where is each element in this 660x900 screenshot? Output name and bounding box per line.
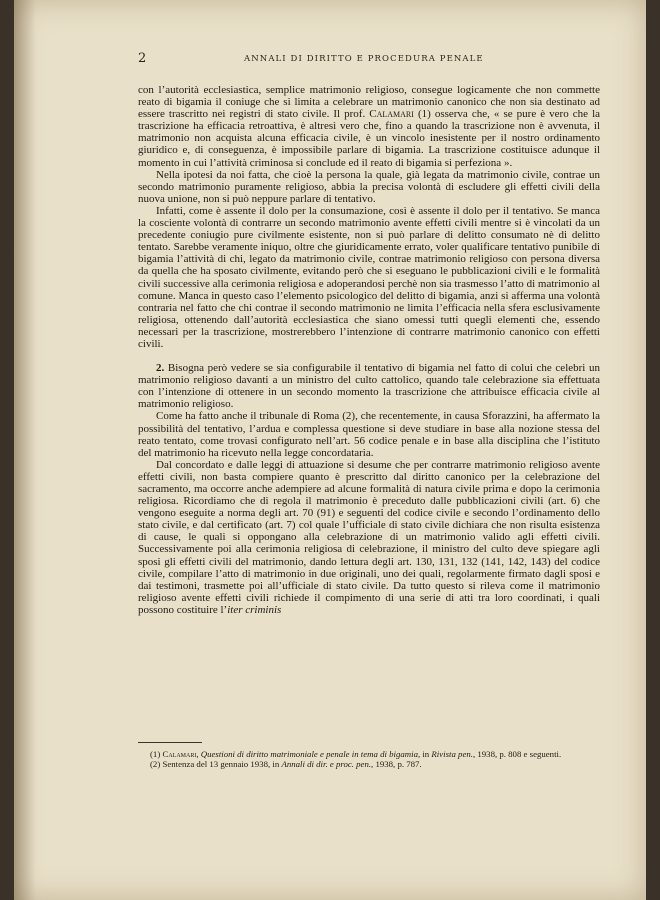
paragraph-1: con l’autorità ecclesiastica, semplice matrimonio religioso, consegue logicamente che non commette reato di bigamia il coniuge che si limita a celebrare un matrimonio canonico che non sia destinato ad essere trascritto nei registri di stato civile. Il prof. Calamari (1) osserva che, « se pure è vero che la trascrizione ha efficacia retroattiva, è altresì vero che, fino a quando la trascrizione non è avvenuta, il matrimonio non acquista alcuna efficacia civile, è un vincolo inesistente per il nostro ordinamento giuridico e, di conseguenza, è impossibile parlare di bigamia. La trascrizione costituisce adunque il momento in cui l’attività criminosa si conclude ed il reato di bigamia si perfeziona ». — [138, 84, 601, 169]
page-number: 2 — [138, 51, 147, 66]
paragraph-5: Come ha fatto anche il tribunale di Roma (2), che recentemente, in causa Sforazzini, ha affermato la possibilità del tentativo, l’ardua e complessa questione si deve studiare in base alla nozione stessa del reato tentato, come trovasi configurato nell’art. 56 codice penale e in base alla disciplina che l’istituto del matrimonio ha ricevuto nella legge concordataria. — [138, 410, 600, 459]
paragraph-6: Dal concordato e dalle leggi di attuazione si desume che per contrarre matrimonio religioso avente effetti civili, non basta compiere quanto è prescritto dal diritto canonico per la celebrazione del sacramento, ma occorre anche adempiere ad alcune formalità di natura civile prima e dopo la cerimonia religiosa. Ricordiamo che di regola il matrimonio è preceduto dalle pubblicazioni civili (art. 6) che vengono eseguite a norma degli art. 70 (91) e seguenti del codice civile e secondo l’ordinamento dello stato civile, e dal certificato (art. 7) col quale l’ufficiale di stato civile dichiara che non risulta esistenza di cause, le quali si oppongano alla celebrazione di un matrimonio valido agli effetti civili. Successivamente poi alla cerimonia religiosa di celebrazione, il ministro del culto deve spiegare agli sposi gli effetti civili del matrimonio, dando lettura degli art. 130, 131, 132 (141, 142, 143) del codice civile, compilare l’atto di matrimonio in due originali, uno dei quali, regolarmente firmato dagli sposi e dai testimoni, trasmette poi all’ufficiale di stato civile. Da tutto questo si rileva come il matrimonio religioso avente effetti civili richiede il compimento di una serie di atti tra loro coordinati, i quali possono costituire l’iter criminis — [138, 458, 600, 616]
footnote-1: (1) Calamari, Questioni di diritto matrimoniale e penale in tema di bigamia, in Rivista pen., 1938, p. 808 e seguenti. — [150, 749, 562, 759]
footnote-2: (2) Sentenza del 13 gennaio 1938, in Annali di dir. e proc. pen., 1938, p. 787. — [150, 759, 422, 770]
document-page — [14, 0, 646, 900]
author-calamari: Calamari — [369, 108, 414, 121]
iter-criminis: iter criminis — [227, 603, 282, 616]
page-header — [138, 51, 598, 70]
footnote-rule — [138, 742, 202, 743]
paragraph-3: Infatti, come è assente il dolo per la consumazione, così è assente il dolo per il tentativo. Se manca la cosciente volontà di contrarre un secondo matrimonio avente effetti civili mentre si è vincolati da un precedente coniugio pure civilmente esistente, non si può parlare di delitto consumato nè di delitto tentato. Sarebbe veramente iniquo, oltre che giuridicamente errato, voler qualificare tentativo punibile di bigamia l’attività di chi, legato da matrimonio civile, contrae matrimonio religioso con persona diversa da quella che ha sposato civilmente, evitando però che si eseguano le pubblicazioni civili e le formalità civili successive alla cerimonia religiosa e adoperandosi perchè non sia trasmesso l’atto di matrimonio al comune. Manca in questo caso l’elemento psicologico del delitto di bigamia, anzi si afferma una volontà contraria nel fatto che chi contrae il secondo matrimonio ne limita l’efficacia nella sfera esclusivamente religiosa, ottenendo dall’autorità ecclesiastica che siano omessi tutti quegli elementi che, essendo necessari per la trascrizione, mostrerebbero l’intenzione di contrarre matrimonio canonico con effetti civili. — [138, 204, 600, 350]
paragraph-section-2: 2. Bisogna però vedere se sia configurabile il tentativo di bigamia nel fatto di colui che celebri un matrimonio religioso davanti a un ministro del culto cattolico, quando tale celebrazione sia effettuata con l’intenzione di ottenere in un secondo momento la trascrizione che attribuisce efficacia civile al matrimonio religioso. — [138, 362, 600, 411]
paragraph-2: Nella ipotesi da noi fatta, che cioè la persona la quale, già legata da matrimonio civile, contrae un secondo matrimonio puramente religioso, abbia la precisa volontà di escludere gli effetti civili della nuova unione, non si può neppure parlare di tentativo. — [138, 168, 600, 205]
running-title: ANNALI DI DIRITTO E PROCEDURA PENALE — [244, 54, 484, 64]
section-number: 2. — [156, 362, 165, 375]
body-text — [138, 84, 600, 616]
footnotes — [138, 742, 600, 770]
